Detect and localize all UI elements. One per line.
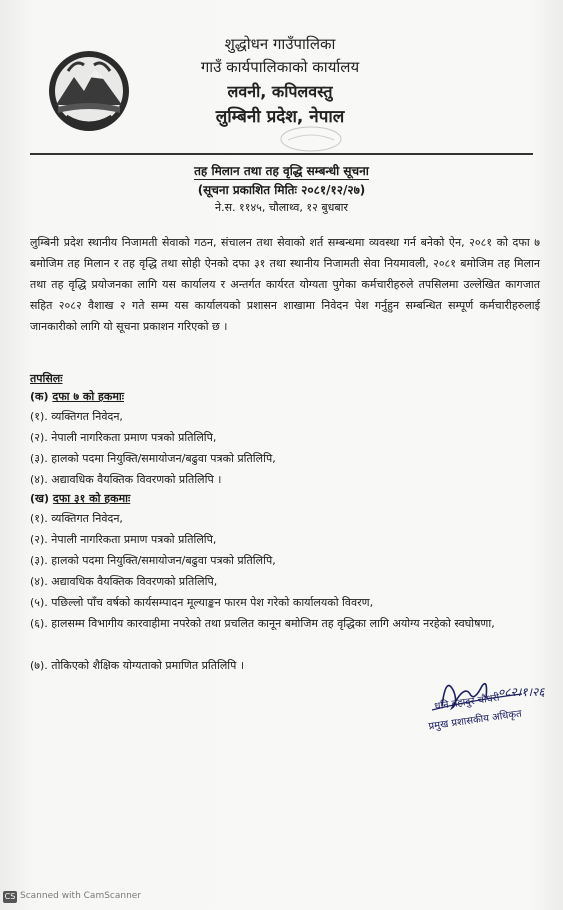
list-item: (७). तोकिएको शैक्षिक योग्यताको प्रमाणित प्रतिलिपि । — [30, 659, 245, 672]
signature-date: ०८२।१।२६ — [498, 685, 545, 699]
details-heading: तपसिलः — [30, 372, 63, 385]
list-item: (२). नेपाली नागरिकता प्रमाण पत्रको प्रतिलिपि, — [30, 431, 217, 444]
signatory-title: प्रमुख प्रशासकीय अधिकृत — [427, 708, 523, 733]
list-item: (५). पछिल्लो पाँच वर्षको कार्यसम्पादन मूल्याङ्कन फारम पेश गरेको कार्यालयको विवरण, — [30, 596, 374, 609]
section-b-heading: (ख) दफा ३१ को हकमाः — [30, 492, 131, 505]
nepal-emblem-icon — [44, 47, 134, 135]
faint-stamp-mark — [276, 124, 346, 154]
section-a-heading: (क) दफा ७ को हकमाः — [30, 390, 124, 403]
camscanner-logo-icon: CS — [4, 892, 16, 901]
notice-body: लुम्बिनी प्रदेश स्थानीय निजामती सेवाको गठन, संचालन तथा सेवाको शर्त सम्बन्धमा व्यवस्था गर्न बनेको ऐन, २०८१ को दफा ७ बमोजिम तह मिलान र तह वृद्धि तथा सोही ऐनको दफा ३१ तथा स्थानीय निजामती सेवा नियमावली, २०८१ बमोजिम तह मिलान तथा तह वृद्धि प्रयोजनका लागि यस कार्यालय र अन्तर्गत कार्यरत योग्यता पुगेका कर्मचारीहरुले तपसिलमा उल्लेखित कागजात सहित २०८२ वैशाख २ गते सम्म यस कार्यालयको प्रशासन शाखामा निवेदन पेश गर्नुहुन सम्बन्धित सम्पूर्ण कर्मचारीहरुलाई जानकारीको लागि यो सूचना प्रकाशन गरिएको छ । — [30, 236, 540, 333]
signatory-name: धनि बहादुर चौधरी — [433, 692, 501, 713]
notice-title: तह मिलान तथा तह वृद्धि सम्बन्धी सूचना — [194, 164, 369, 178]
list-item: (१). व्यक्तिगत निवेदन, — [30, 512, 123, 525]
list-item: (२). नेपाली नागरिकता प्रमाण पत्रको प्रतिलिपि, — [30, 533, 217, 546]
office-location: लवनी, कपिलवस्तु — [227, 82, 333, 101]
nepal-sambat-date: ने.स. ११४५, चौलाथ्व, १२ बुधबार — [214, 201, 348, 214]
camscanner-watermark: Scanned with CamScanner — [20, 891, 142, 901]
office-name: गाउँ कार्यपालिकाको कार्यालय — [200, 58, 360, 76]
list-item: (६). हालसम्म विभागीय कारवाहीमा नपरेको तथा प्रचलित कानून बमोजिम तह वृद्धिका लागि अयोग्य नरहेको स्वघोषणा, — [30, 617, 495, 630]
list-item: (१). व्यक्तिगत निवेदन, — [30, 410, 123, 423]
list-item: (३). हालको पदमा नियुक्ति/समायोजन/बढुवा पत्रको प्रतिलिपि, — [30, 452, 276, 465]
municipality-name: शुद्धोधन गाउँपालिका — [224, 35, 336, 53]
list-item: (४). अद्यावधिक वैयक्तिक विवरणको प्रतिलिपि, — [30, 575, 218, 588]
list-item: (३). हालको पदमा नियुक्ति/समायोजन/बढुवा पत्रको प्रतिलिपि, — [30, 554, 276, 567]
list-item: (४). अद्यावधिक वैयक्तिक विवरणको प्रतिलिपि । — [30, 473, 222, 486]
province-country: लुम्बिनी प्रदेश, नेपाल — [215, 107, 345, 127]
publication-date: (सूचना प्रकाशित मितिः २०८१/१२/२७) — [197, 183, 366, 197]
header-divider — [30, 153, 533, 155]
